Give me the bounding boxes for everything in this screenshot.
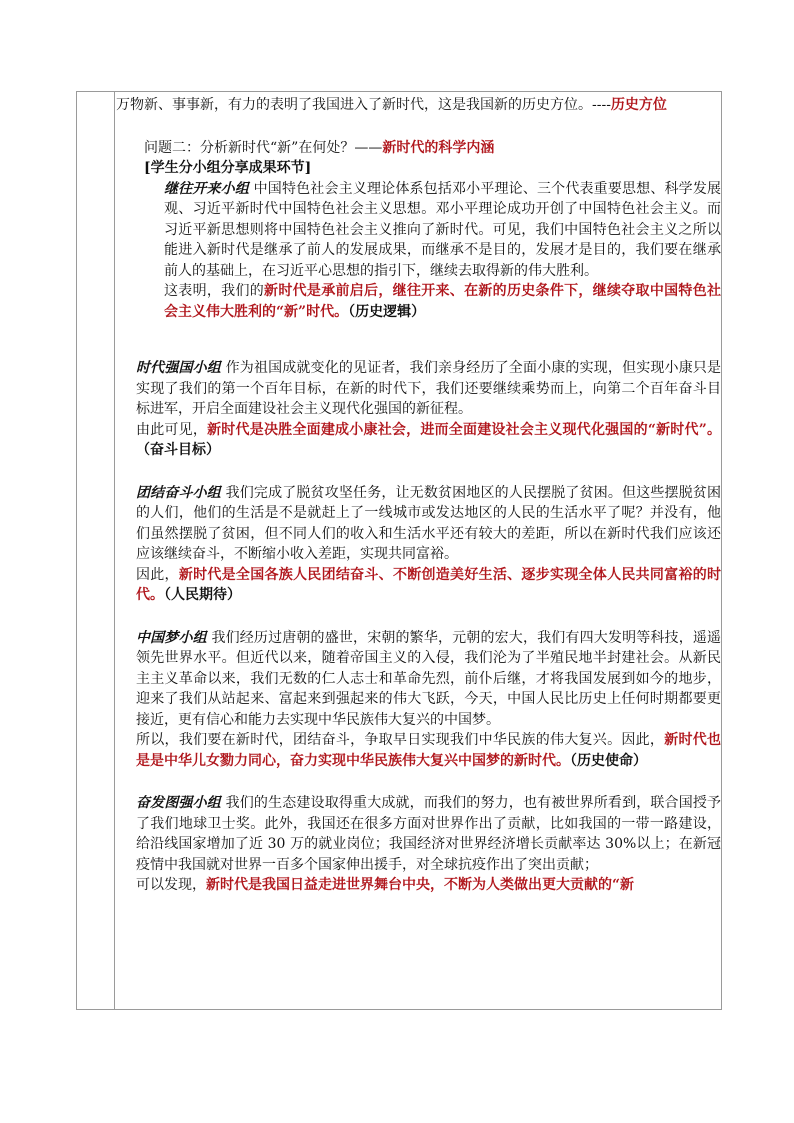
group-name: 团结奋斗小组 — [136, 484, 221, 501]
table-column-divider — [114, 91, 115, 1010]
document-body — [116, 95, 721, 896]
group-conclusion: 所以，我们要在新时代，团结奋斗，争取早日实现我们中华民族的伟大复兴。因此，新时代也是是中华儿女勠力同心，奋力实现中华民族伟大复兴中国梦的新时代。（历史使命） — [136, 732, 722, 769]
group-name: 中国梦小组 — [136, 629, 207, 646]
group-conclusion: 可以发现，新时代是我国日益走进世界舞台中央，不断为人类做出更大贡献的“新 — [136, 877, 635, 893]
group-paragraph: 团结奋斗小组 我们完成了脱贫攻坚任务，让无数贫困地区的人民摆脱了贫困。但这些摆脱贫困的人们，他们的生活是不是就赶上了一线城市或发达地区的人民的生活水平了呢？并没有，他们虽然摆脱了贫困，但不同人们的收入和生活水平还有较大的差距，所以在新时代我们应该还应该继续奋斗，不断缩小收入差距，实现共同富裕。 — [136, 484, 722, 562]
group-conclusion: 因此，新时代是全国各族人民团结奋斗、不断创造美好生活、逐步实现全体人民共同富裕的时代。（人民期待） — [136, 566, 722, 603]
group-name: 时代强国小组 — [136, 360, 221, 376]
group-name: 奋发图强小组 — [136, 795, 221, 811]
group-paragraph: 奋发图强小组 我们的生态建设取得重大成就，而我们的努力，也有被世界所看到，联合国授予了我们地球卫士奖。此外，我国还在很多方面对世界作出了贡献，比如我国的一带一路建设，给沿线国家增加了近 30 万的就业岗位；我国经济对世界经济增长贡献率达 30%以上；在新冠疫情中我国就对世界一百多个国家伸出援手，对全球抗疫作出了突出贡献； — [136, 795, 722, 873]
group-name: 继往开来小组 — [164, 180, 250, 197]
group-conclusion: 由此可见，新时代是决胜全面建成小康社会，进而全面建设社会主义现代化强国的“新时代”。（奋斗目标） — [136, 421, 722, 458]
group-paragraph: 继往开来小组 中国特色社会主义理论体系包括邓小平理论、三个代表重要思想、科学发展观、习近平新时代中国特色社会主义思想。邓小平理论成功开创了中国特色社会主义。而习近平新思想则将中国特色社会主义推向了新时代。可见，我们中国特色社会主义之所以能进入新时代是继承了前人的发展成果，而继承不是目的，发展才是目的，我们要在继承前人的基础上，在习近平心思想的指引下，继续去取得新的伟大胜利。 — [164, 180, 722, 279]
question-heading: 问题二：分析新时代“新”在何处？——新时代的科学内涵 — [144, 139, 495, 156]
group-paragraph: 时代强国小组 作为祖国成就变化的见证者，我们亲身经历了全面小康的实现，但实现小康只是实现了我们的第一个百年目标，在新的时代下，我们还要继续乘势而上，向第二个百年奋斗目标进军，开启全面建设社会主义现代化强国的新征程。 — [136, 360, 722, 417]
group-conclusion: 这表明，我们的新时代是承前启后，继往开来、在新的历史条件下，继续夺取中国特色社会主义伟大胜利的“新”时代。（历史逻辑） — [164, 283, 722, 320]
intro-paragraph: 万物新、事事新，有力的表明了我国进入了新时代，这是我国新的历史方位。----历史方位 — [116, 97, 667, 113]
section-header: [学生分小组分享成果环节] — [144, 160, 312, 176]
group-paragraph: 中国梦小组 我们经历过唐朝的盛世，宋朝的繁华，元朝的宏大，我们有四大发明等科技，遥遥领先世界水平。但近代以来，随着帝国主义的入侵，我们沦为了半殖民地半封建社会。从新民主主义革命以来，我们无数的仁人志士和革命先烈，前仆后继，才将我国发展到如今的地步，迎来了我们从站起来、富起来到强起来的伟大飞跃，今天，中国人民比历史上任何时期都要更接近，更有信心和能力去实现中华民族伟大复兴的中国梦。 — [136, 629, 722, 728]
